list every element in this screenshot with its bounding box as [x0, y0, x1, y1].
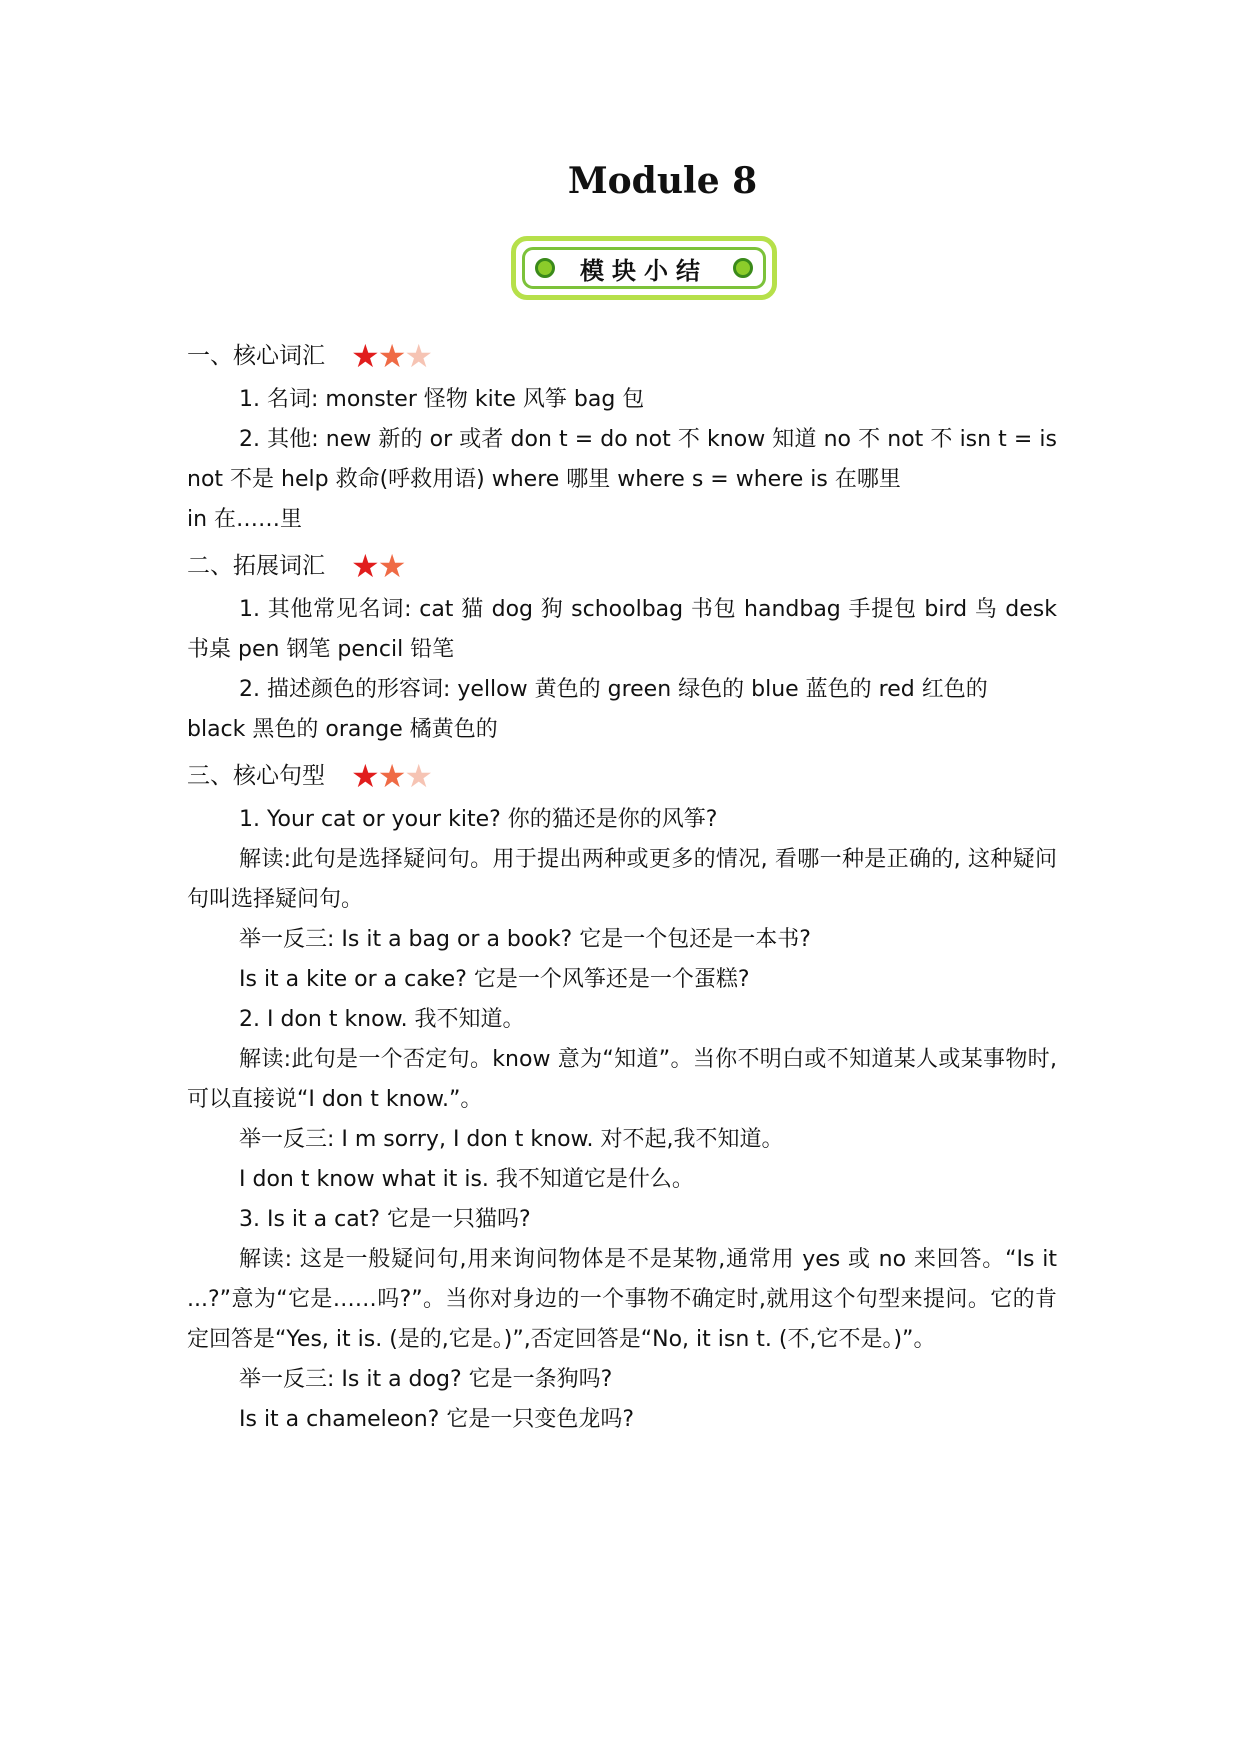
- rating-stars: [351, 757, 432, 795]
- paragraph: 2. 其他: new 新的 or 或者 don t = do not 不 know 知道 no 不 not 不 isn t = is not 不是 help 救命(呼救用语) where 哪里 where s = where is 在哪里: [187, 427, 1057, 492]
- paragraph: 举一反三: I m sorry, I don t know. 对不起,我不知道。: [239, 1127, 784, 1152]
- paragraph: Is it a kite or a cake? 它是一个风筝还是一个蛋糕?: [239, 967, 750, 992]
- paragraph: 2. 描述颜色的形容词: yellow 黄色的 green 绿色的 blue 蓝色的 red 红色的: [239, 677, 988, 702]
- star-icon: ★: [351, 757, 378, 795]
- document-body: [187, 330, 1057, 1440]
- star-icon: ★: [404, 757, 432, 795]
- paragraph: in 在……里: [187, 507, 303, 532]
- paragraph: Is it a chameleon? 它是一只变色龙吗?: [239, 1407, 635, 1432]
- rating-stars: [351, 547, 405, 585]
- star-icon: ★: [377, 757, 405, 795]
- badge-label: 模块小结: [580, 256, 708, 285]
- star-icon: ★: [351, 337, 378, 375]
- paragraph: 1. Your cat or your kite? 你的猫还是你的风筝?: [239, 807, 718, 832]
- star-icon: ★: [404, 337, 432, 375]
- section-heading-sentences: [187, 752, 1057, 800]
- paragraph: 3. Is it a cat? 它是一只猫吗?: [239, 1207, 531, 1232]
- paragraph: 解读:此句是选择疑问句。用于提出两种或更多的情况, 看哪一种是正确的, 这种疑问句叫选择疑问句。: [187, 847, 1057, 912]
- paragraph: 2. I don t know. 我不知道。: [239, 1007, 525, 1032]
- paragraph: 1. 名词: monster 怪物 kite 风筝 bag 包: [239, 387, 645, 412]
- paragraph: 1. 其他常见名词: cat 猫 dog 狗 schoolbag 书包 handbag 手提包 bird 鸟 desk 书桌 pen 钢笔 pencil 铅笔: [187, 597, 1057, 662]
- section-badge: [511, 236, 777, 300]
- paragraph: 举一反三: Is it a dog? 它是一条狗吗?: [239, 1367, 613, 1392]
- green-dot-icon: [733, 258, 753, 278]
- section-heading-core-vocab: [187, 332, 1057, 380]
- star-icon: ★: [377, 337, 405, 375]
- paragraph: 解读:此句是一个否定句。know 意为“知道”。当你不明白或不知道某人或某事物时,可以直接说“I don t know.”。: [187, 1047, 1057, 1112]
- paragraph: 举一反三: Is it a bag or a book? 它是一个包还是一本书?: [239, 927, 811, 952]
- heading-text: 二、拓展词汇: [187, 553, 325, 579]
- badge-frame: [522, 247, 766, 289]
- star-icon: ★: [377, 547, 405, 585]
- paragraph: I don t know what it is. 我不知道它是什么。: [239, 1167, 694, 1192]
- page-title: Module 8: [567, 160, 758, 202]
- heading-text: 一、核心词汇: [187, 343, 325, 369]
- paragraph: black 黑色的 orange 橘黄色的: [187, 717, 498, 742]
- paragraph: 解读: 这是一般疑问句,用来询问物体是不是某物,通常用 yes 或 no 来回答。“Is it ...?”意为“它是……吗?”。当你对身边的一个事物不确定时,就用这个句型来提问。它的肯定回答是“Yes, it is. (是的,它是。)”,否定回答是“No, it isn t. (不,它不是。)”。: [187, 1247, 1057, 1352]
- green-dot-icon: [535, 258, 555, 278]
- rating-stars: [351, 337, 432, 375]
- section-heading-ext-vocab: [187, 542, 1057, 590]
- star-icon: ★: [351, 547, 378, 585]
- heading-text: 三、核心句型: [187, 763, 325, 789]
